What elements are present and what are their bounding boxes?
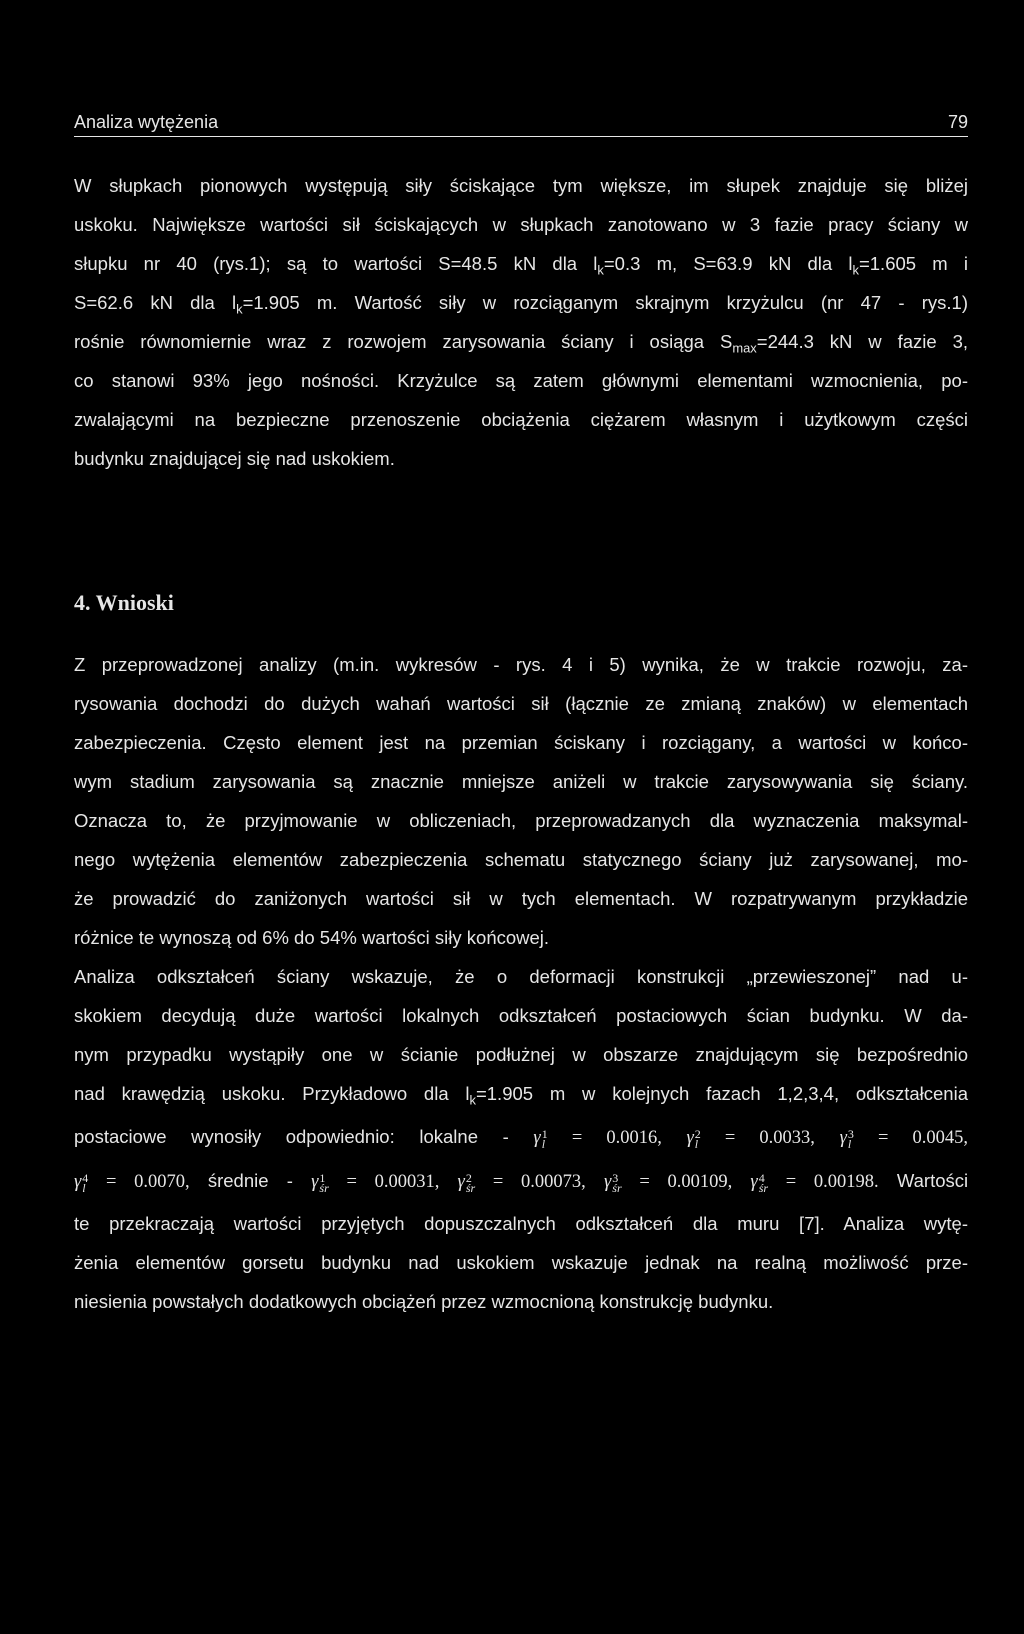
text-fragment: nad krawędzią uskoku. Przykładowo dla l — [74, 1083, 470, 1104]
math-gamma-sr1: γ 1 śr = 0.00031, — [311, 1170, 440, 1195]
math-gamma-l2: γ 2 l = 0.0033, — [686, 1126, 815, 1151]
header-title: Analiza wytężenia — [74, 112, 219, 132]
text-fragment: Wartości — [896, 1170, 969, 1191]
text-fragment: =0.3 m, S=63.9 kN dla l — [603, 253, 853, 274]
text-line: nym przypadku wystąpiły one w ścianie podłużnej w obszarze znajdującym się bezpośrednio — [74, 1044, 968, 1065]
text-line: rysowania dochodzi do dużych wahań wartości sił (łącznie ze zmianą znaków) w elementach — [74, 693, 968, 714]
subscript: max — [732, 340, 757, 356]
subscript: k — [236, 301, 243, 317]
page-number: 79 — [947, 112, 968, 132]
math-gamma-l3: γ 3 l = 0.0045, — [839, 1126, 969, 1151]
text-line: żenia elementów gorsetu budynku nad uskokiem wskazuje jednak na realną możliwość prze- — [74, 1252, 968, 1273]
subscript: k — [852, 262, 859, 278]
section-heading: 4. Wnioski — [74, 590, 174, 615]
text-line: co stanowi 93% jego nośności. Krzyżulce są zatem głównymi elementami wzmocnienia, po- — [74, 370, 968, 391]
text-line: wym stadium zarysowania są znacznie mniejsze aniżeli w trakcie zarysowywania się ściany. — [74, 771, 968, 792]
math-gamma-sr3: γ 3 śr = 0.00109, — [603, 1170, 733, 1195]
text-line: zwalającymi na bezpieczne przenoszenie obciążenia ciężarem własnym i użytkowym części — [74, 409, 968, 430]
math-gamma-l4: γ 4 l = 0.0070, — [74, 1170, 190, 1195]
text-line: różnice te wynoszą od 6% do 54% wartości siły końcowej. — [74, 927, 550, 948]
text-line: niesienia powstałych dodatkowych obciążeń przez wzmocnioną konstrukcję budynku. — [74, 1291, 774, 1312]
text-fragment: =1.905 m. Wartość siły w rozciąganym skrajnym krzyżulcu (nr 47 - rys.1) — [242, 292, 968, 313]
text-line: skokiem decydują duże wartości lokalnych odkształceń postaciowych ścian budynku. W da- — [74, 1005, 968, 1026]
subscript: k — [469, 1092, 476, 1108]
text-fragment: =1.905 m w kolejnych fazach 1,2,3,4, odkształcenia — [475, 1083, 968, 1104]
math-gamma-l1: γ 1 l = 0.0016, — [533, 1126, 662, 1151]
text-line — [74, 329, 968, 362]
text-fragment: S=62.6 kN dla l — [74, 292, 237, 313]
running-header — [74, 110, 968, 137]
text-line — [74, 1081, 968, 1114]
text-line: te przekraczają wartości przyjętych dopuszczalnych odkształceń dla muru [7]. Analiza wytę- — [74, 1213, 968, 1234]
text-line: Oznacza to, że przyjmowanie w obliczeniach, przeprowadzanych dla wyznaczenia maksymal- — [74, 810, 968, 831]
text-fragment: rośnie równomiernie wraz z rozwojem zarysowania ściany i osiąga S — [74, 331, 733, 352]
text-fragment: =244.3 kN w fazie 3, — [756, 331, 968, 352]
text-fragment: =1.605 m i — [858, 253, 968, 274]
text-fragment: średnie - — [207, 1170, 293, 1191]
text-line: że prowadzić do zaniżonych wartości sił w tych elementach. W rozpatrywanym przykładzie — [74, 888, 968, 909]
text-line: budynku znajdującej się nad uskokiem. — [74, 448, 395, 469]
math-gamma-sr4: γ 4 śr = 0.00198. — [750, 1170, 879, 1195]
subscript: k — [597, 262, 604, 278]
math-gamma-sr2: γ 2 śr = 0.00073, — [457, 1170, 586, 1195]
text-line — [74, 1124, 968, 1151]
text-line: Analiza odkształceń ściany wskazuje, że o deformacji konstrukcji „przewieszonej” nad u- — [74, 966, 968, 987]
text-line: nego wytężenia elementów zabezpieczenia schematu statycznego ściany już zarysowanej, mo- — [74, 849, 968, 870]
text-line — [74, 290, 968, 323]
text-line — [74, 1168, 968, 1195]
text-line: zabezpieczenia. Często element jest na przemian ściskany i rozciągany, a wartości w końco- — [74, 732, 968, 753]
text-fragment: słupku nr 40 (rys.1); są to wartości S=48.5 kN dla l — [74, 253, 598, 274]
text-line: uskoku. Największe wartości sił ściskających w słupkach zanotowano w 3 fazie pracy ściany w — [74, 214, 968, 235]
text-fragment: postaciowe wynosiły odpowiednio: lokalne - — [74, 1126, 509, 1147]
text-line: Z przeprowadzonej analizy (m.in. wykresów - rys. 4 i 5) wynika, że w trakcie rozwoju, za- — [74, 654, 968, 675]
text-line — [74, 251, 968, 284]
text-line: W słupkach pionowych występują siły ściskające tym większe, im słupek znajduje się bliżej — [74, 175, 968, 196]
